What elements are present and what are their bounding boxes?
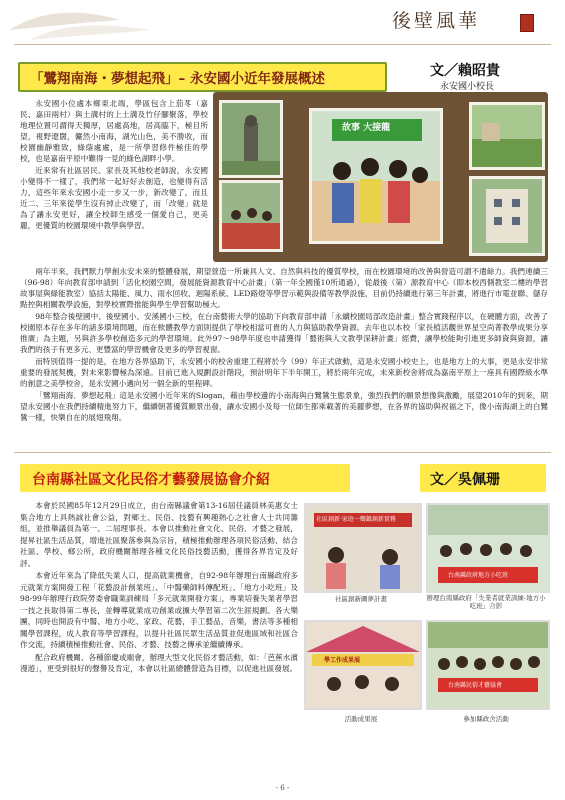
photo-1-caption: 社區創新圖夢計畫 xyxy=(335,595,387,603)
article2-photo-2 xyxy=(426,503,550,593)
photo-2-banner: 台南縣政府地方小吃班 xyxy=(448,572,509,579)
red-seal-icon xyxy=(520,14,534,32)
article1-author: 文／賴昭貴 xyxy=(430,63,500,79)
article1-para-3: 而特別值得一提的是，在地方各界協助下，永安國小的校舍重建工程將於今（99）年正式啟動，這是永安國小校史上，也是地方上的大事，更是永安非常重要的發展契機，對未來影響極為深遠。目前已進入規劃設計階段，預計明年下半年開工，將於兩年完成，未來新校舍將成為嘉南平原上一座具有國際級水準的創意之美學校舍，是永安國小邁向另一個全新的里程碑。 xyxy=(20,357,548,388)
photo-main-class xyxy=(309,108,443,244)
header-divider xyxy=(14,44,551,45)
article1-column-text xyxy=(20,98,208,232)
article1-col-para-1: 永安國小位處本鄉東北端，學區包含上茄苳（嘉民、嘉田兩村）與土溝村的上土溝及竹仔腳聚落，學校地理位置可謂得天獨厚，居處高地，居高臨下，極目所望，視野遼闊，儼然小南海，湖光山色，美不勝收，而校園幽靜雅致，綠蔭處處，是一所學習修件極佳的學校，也是嘉南平原中難得一見的綠色湖畔小學。 xyxy=(20,99,208,163)
photo-campus-building xyxy=(469,176,545,256)
article1-para-2: 98年整合後壁國中、後壁國小、安溪國小三校，在台南藝術大學的協助下向教育部申請「永續校園局部改造計畫」整合實踐程序以，在硬體方面，改善了校園原本存在多年的諸多環境問題，而在軟體教學方面則提供了學校相當可貴的人力與協助教學資源。去年也以本校「家長植活觀世界星空尚菁教學成果分享推廣」為主題，另與許多學校創造多元的學習環境。此外97～98學年度也申請獲得「藝術與人文教學深耕計畫」經費，讓學校能夠引進更多師資與資源，讓我們的孩子有更多元、更豐富的學習機會及更多的學習視窗。 xyxy=(20,312,548,354)
photo-statue xyxy=(219,100,283,178)
article2-photo-3 xyxy=(304,620,422,710)
photo-4-caption: 參加縣政舍活動 xyxy=(463,715,509,723)
article2-photo-4 xyxy=(426,620,550,710)
photo-4-banner: 台南縣民俗才藝協會 xyxy=(448,682,503,689)
photo-2-caption: 辦理台南縣政府「失業者就業訓練-地方小吃班」合影 xyxy=(426,594,546,610)
photo-1-banner: 社區創新‧家庭一鄉鎮創新實務 xyxy=(316,516,396,523)
photo-3-caption: 活動成果展 xyxy=(344,715,378,723)
masthead-title: 後壁風華 xyxy=(392,10,481,32)
article2-author-box xyxy=(420,464,546,492)
photo-banner-text: 故事 大接龍 xyxy=(342,123,391,133)
article1-title: 「鷺翔南海・夢想起飛」– 永安國小近年發展概述 xyxy=(30,71,325,87)
article1-para-4: 「鷺翔南海．夢想起飛」這是永安國小近年來的Slogan，藉由學校邊的小南海與白鷺鷥生態景象，強烈我們的願景想像與激勵，展望2010年的到來，期望永安國小在我們持續精進努力下，繼續朝著優質願景出發，讓永安國小及每一位師生都乘載著的美麗夢想，在各界的協助與祝福之下，像小南海湖上的白鷺鷥一樣，快樂自在的展翅飛翔。 xyxy=(20,391,548,422)
article1-para-1: 兩年半來，我們默力學創永安未來的整體發展，期望營造一所兼具人文、自然與科技的優質學校，而在校園環境的改善與營造可謂不遺餘力。我們連續三（96-98）年向教育部申請到「活化校園空間，發展能資源教育中心計畫」（第一年全國僅10所通過），從最後（第）源教育中心（即本校西側教室二樓的學習故事屋與綠能教室）協括太陽能、風力、雨水回收、迴陽系統、LED路燈等學習示範與設備等教學設施，目前仍持續進行第三年計畫，將進行市電並聯、儲存點控與相關教學設施，對學校實際推能與學生學習幫助極大。 xyxy=(20,267,548,309)
article2-para-2: 本會近年來為了降低失業人口，提高就業機會，自92-98年辦理台南縣政府多元就業方案開發工程「花藝設計創業班」、「中醫藥師料傳配班」、「地方小吃班」及98-99年辦理行政院勞委會職業訓練局「多元就業開發方案」，專業培養失業者學習一技之長取得第二專長，並轉導就業成功創業或擴大學習第二次生涯規劃。各大樂團，同時也開設有中醫、地方小吃、家政、花藝，手工藝品，音樂，書法等多種相關學習課程，成人教育等學習課程，以提升社區民眾生活品質並促進區域和社區合作交流，持續積極推動社會、民俗、才藝、技藝之傳承並繼續傳承。 xyxy=(20,571,298,649)
leaf-decoration-icon xyxy=(0,0,190,44)
article2-author: 文／吳佩珊 xyxy=(430,472,500,488)
article2-title: 台南縣社區文化民俗才藝發展協會介紹 xyxy=(32,472,270,488)
article1-author-role: 永安國小校長 xyxy=(440,82,495,92)
article1-title-bar xyxy=(18,62,387,92)
page-number: - 6 - xyxy=(275,784,290,792)
header-band xyxy=(0,0,565,44)
article2-para-1: 本會於民國85年12月29日成立，由台南縣議會第13-16屆任議員林美惠女士集合地方上具熱誠社會公益，對鄉土、民俗、技藝有興趣熱心之社會人士共同籌組，並推舉議員為第一、二屆理事長。本會以推動社會文化、民俗、才藝之發展，提昇社區生活品質，增進社區聚落參與為宗旨，積極推動辦理各項民俗活動、結合社區、學校、鄉公所，政府機關辦理各種文化民俗技藝活動，獲得各界肯定及好評。 xyxy=(20,501,298,568)
article2-para-3: 配合政府機關、各種節慶或廟會，辦理大型文化民俗才藝活動，如：「芭蕉水濱漫遊」，更受到很好的聲譽及肯定，本會以社區總體營造為目標，以促進社區發展。 xyxy=(20,652,298,673)
article1-photo-collage xyxy=(213,92,548,262)
article1-full-text xyxy=(20,266,548,424)
article2-photo-1 xyxy=(304,503,422,593)
photo-3-banner: 學工作成果展 xyxy=(324,657,361,664)
photo-campus-garden xyxy=(469,102,545,170)
article2-title-bar xyxy=(20,464,350,492)
section-divider xyxy=(14,452,551,453)
photo-students-small xyxy=(219,180,283,252)
article2-column-text xyxy=(20,500,298,676)
article1-col-para-2: 近來常有社區居民、家長及其他校老師說，永安國小變得不一樣了，我們常一起好好去創造，也變得有活力，這些年來永安國小走一步又一步，新改變了，而且近二、三年來從學生沒有掉止改變了，而「改變」就是為了讓永安更好，讓全校師生感受一個愛自己，更美麗，更優質的校園環境中教學與學習。 xyxy=(20,166,208,230)
